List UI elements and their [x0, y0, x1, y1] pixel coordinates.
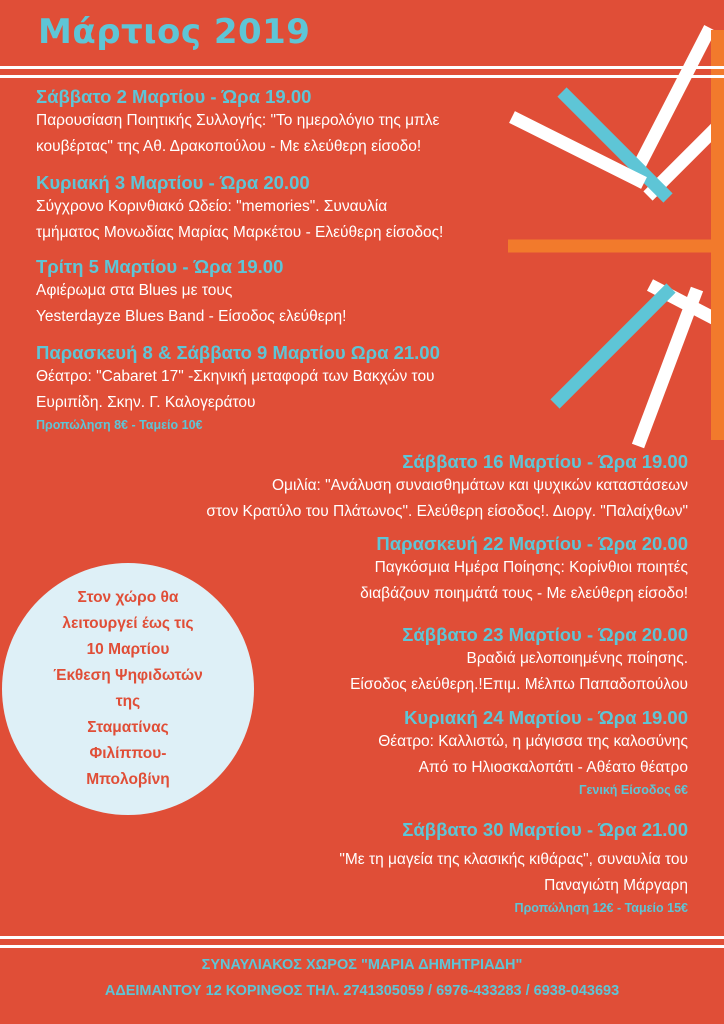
- event-heading: Σάββατο 23 Μαρτίου - Ώρα 20.00: [402, 624, 688, 645]
- exhibition-line: Μπολοβίνη: [86, 771, 170, 788]
- event-heading: Κυριακή 24 Μαρτίου - Ώρα 19.00: [404, 707, 688, 728]
- event-line: στον Κρατύλο του Πλάτωνος". Ελεύθερη είσοδος!. Διοργ. "Παλαίχθων": [206, 503, 688, 520]
- exhibition-line: Σταματίνας: [87, 719, 169, 736]
- event-line: Παρουσίαση Ποιητικής Συλλογής: "Το ημερολόγιο της μπλε: [36, 112, 440, 129]
- event-line: "Με τη μαγεία της κλασικής κιθάρας", συναυλία του: [339, 851, 688, 868]
- event-line: Παγκόσμια Ημέρα Ποίησης: Κορίνθιοι ποιητές: [374, 559, 688, 576]
- event-line: κουβέρτας" της Αθ. Δρακοπούλου - Με ελεύθερη είσοδο!: [36, 138, 422, 155]
- event-block: [339, 819, 688, 915]
- exhibition-line: της: [115, 693, 141, 710]
- event-price: Προπώληση 8€ - Ταμείο 10€: [36, 418, 203, 432]
- event-block: [360, 533, 688, 607]
- event-block: [36, 342, 440, 432]
- event-heading: Σάββατο 30 Μαρτίου - Ώρα 21.00: [402, 819, 688, 840]
- event-line: Θέατρο: Καλλιστώ, η μάγισσα της καλοσύνης: [378, 733, 688, 750]
- event-line: Αφιέρωμα στα Blues με τους: [36, 282, 233, 299]
- event-line: τμήματος Μονωδίας Μαρίας Μαρκέτου - Ελεύθερη είσοδος!: [36, 224, 444, 241]
- event-block: [36, 256, 346, 330]
- event-heading: Παρασκευή 8 & Σάββατο 9 Μαρτίου Ωρα 21.00: [36, 342, 440, 363]
- footer-divider-top: [0, 936, 724, 939]
- event-line: Θέατρο: "Cabaret 17" -Σκηνική μεταφορά των Βακχών του: [36, 368, 435, 385]
- event-heading: Σάββατο 2 Μαρτίου - Ώρα 19.00: [36, 86, 312, 107]
- event-block: [36, 172, 443, 246]
- event-line: Σύγχρονο Κορινθιακό Ωδείο: "memories". Συναυλία: [36, 198, 388, 215]
- event-line: Είσοδος ελεύθερη.!Επιμ. Μέλπω Παπαδοπούλου: [350, 676, 688, 693]
- event-line: Ευριπίδη. Σκην. Γ. Καλογεράτου: [36, 394, 256, 411]
- event-price: Προπώληση 12€ - Ταμείο 15€: [514, 901, 688, 915]
- exhibition-line: 10 Μαρτίου: [86, 641, 170, 658]
- page-title: Μάρτιος 2019: [38, 12, 311, 52]
- event-line: Παναγιώτη Μάργαρη: [544, 877, 688, 894]
- event-heading: Παρασκευή 22 Μαρτίου - Ώρα 20.00: [376, 533, 688, 554]
- exhibition-line: λειτουργεί έως τις: [62, 615, 194, 632]
- event-heading: Κυριακή 3 Μαρτίου - Ώρα 20.00: [36, 172, 310, 193]
- footer-address: ΑΔΕΙΜΑΝΤΟΥ 12 ΚΟΡΙΝΘΟΣ ΤΗΛ. 2741305059 / 6976-433283 / 6938-043693: [104, 983, 620, 999]
- exhibition-line: Στον χώρο θα: [77, 589, 179, 606]
- event-block: [350, 624, 688, 698]
- event-line: Από το Ηλιοσκαλοπάτι - Αθέατο θέατρο: [418, 759, 688, 776]
- footer-divider-bottom: [0, 945, 724, 948]
- event-line: Βραδιά μελοποιημένης ποίησης.: [466, 650, 688, 667]
- event-heading: Τρίτη 5 Μαρτίου - Ώρα 19.00: [36, 256, 284, 277]
- header-divider-bottom: [0, 75, 724, 78]
- event-price: Γενική Είσοδος 6€: [578, 783, 688, 797]
- footer-venue: ΣΥΝΑΥΛΙΑΚΟΣ ΧΩΡΟΣ "ΜΑΡΙΑ ΔΗΜΗΤΡΙΑΔΗ": [201, 957, 523, 973]
- header-divider-top: [0, 66, 724, 69]
- exhibition-line: Έκθεση Ψηφιδωτών: [53, 667, 203, 684]
- event-block: [36, 86, 439, 160]
- event-line: Ομιλία: "Ανάλυση συναισθημάτων και ψυχικών καταστάσεων: [271, 477, 688, 494]
- event-line: Yesterdayze Blues Band - Είσοδος ελεύθερη!: [36, 308, 347, 325]
- exhibition-circle: [2, 563, 254, 815]
- event-line: διαβάζουν ποιημάτά τους - Με ελεύθερη είσοδο!: [360, 585, 688, 602]
- event-block: [378, 707, 688, 797]
- event-block: [206, 451, 688, 525]
- exhibition-line: Φιλίππου-: [89, 745, 167, 762]
- event-heading: Σάββατο 16 Μαρτίου - Ώρα 19.00: [402, 451, 688, 472]
